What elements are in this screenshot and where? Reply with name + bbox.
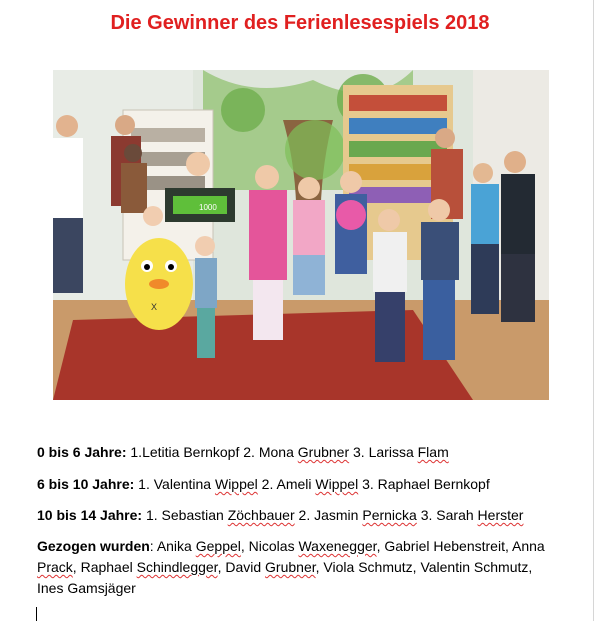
winner-first-name: Sebastian (161, 507, 224, 523)
winner-first-name: Raphael (377, 476, 430, 492)
winner-rank: 2. (261, 476, 274, 492)
drawn-last-name: Grubner (265, 559, 316, 575)
winner-first-name: Letitia (142, 444, 180, 460)
drawn-last-name: Waxenegger (298, 538, 377, 554)
page-edge (593, 0, 594, 621)
winner-last-name: Wippel (315, 476, 359, 492)
drawn-last-name: Hebenstreit (433, 538, 505, 554)
photo-illustration (53, 70, 549, 400)
drawn-first-name: David (225, 559, 262, 575)
winner-last-name: Zöchbauer (227, 507, 295, 523)
page-title: Die Gewinner des Ferienlesespiels 2018 (110, 12, 490, 34)
winner-last-name: Pernicka (362, 507, 417, 523)
age-group-label: 0 bis 6 Jahre: (37, 444, 127, 460)
text-cursor (36, 607, 37, 621)
winner-first-name: Larissa (368, 444, 414, 460)
winner-first-name: Jasmin (314, 507, 359, 523)
drawn-last-name: Gamsjäger (67, 580, 136, 596)
winner-rank: 3. (420, 507, 433, 523)
cushion-text: X (151, 302, 158, 312)
drawn-last-name: Prack (37, 559, 73, 575)
drawn-first-name: Viola (323, 559, 355, 575)
drawn-first-name: Raphael (80, 559, 133, 575)
group-line-10-14 (37, 505, 557, 526)
drawn-last-name: Schindlegger (136, 559, 218, 575)
winner-last-name: Flam (417, 444, 449, 460)
winner-last-name: Bernkopf (433, 476, 490, 492)
winner-rank: 2. (298, 507, 311, 523)
winner-rank: 3. (362, 476, 374, 492)
winner-last-name: Grubner (297, 444, 350, 460)
drawn-first-name: Valentin (420, 559, 471, 575)
drawn-first-name: Nicolas (248, 538, 295, 554)
winner-last-name: Bernkopf (183, 444, 240, 460)
drawn-last-name: Schmutz (473, 559, 529, 575)
winner-first-name: Valentina (153, 476, 212, 492)
group-line-6-10 (37, 474, 557, 495)
drawn-first-name: Gabriel (384, 538, 430, 554)
winner-last-name: Wippel (214, 476, 258, 492)
box-text: 1000 (199, 203, 217, 212)
winner-rank: 1. (138, 476, 150, 492)
drawn-label: Gezogen wurden (37, 538, 150, 554)
group-line-0-6 (37, 442, 557, 463)
winner-first-name: Sarah (436, 507, 474, 523)
group-photo (53, 70, 549, 400)
winner-rank: 2. (243, 444, 255, 460)
drawn-last-name: Schmutz (358, 559, 413, 575)
age-group-label: 10 bis 14 Jahre: (37, 507, 143, 523)
drawn-first-name: Anna (511, 538, 545, 554)
age-group-label: 6 bis 10 Jahre: (37, 476, 135, 492)
winner-first-name: Ameli (276, 476, 312, 492)
winner-rank: 3. (353, 444, 365, 460)
drawn-last-name: Geppel (195, 538, 241, 554)
drawn-first-name: Ines (37, 580, 64, 596)
drawn-first-name: Anika (156, 538, 192, 554)
winner-rank: 1. (130, 444, 143, 460)
winner-first-name: Mona (258, 444, 294, 460)
winner-rank: 1. (145, 507, 158, 523)
winner-last-name: Herster (477, 507, 524, 523)
drawn-paragraph: Gezogen wurden: Anika Geppel, Nicolas Waxenegger, Gabriel Hebenstreit, Anna Prack, Raphael Schindlegger, David Grubner, Viola Schmutz, Valentin Schmutz, Ines Gamsjäger (37, 538, 545, 596)
